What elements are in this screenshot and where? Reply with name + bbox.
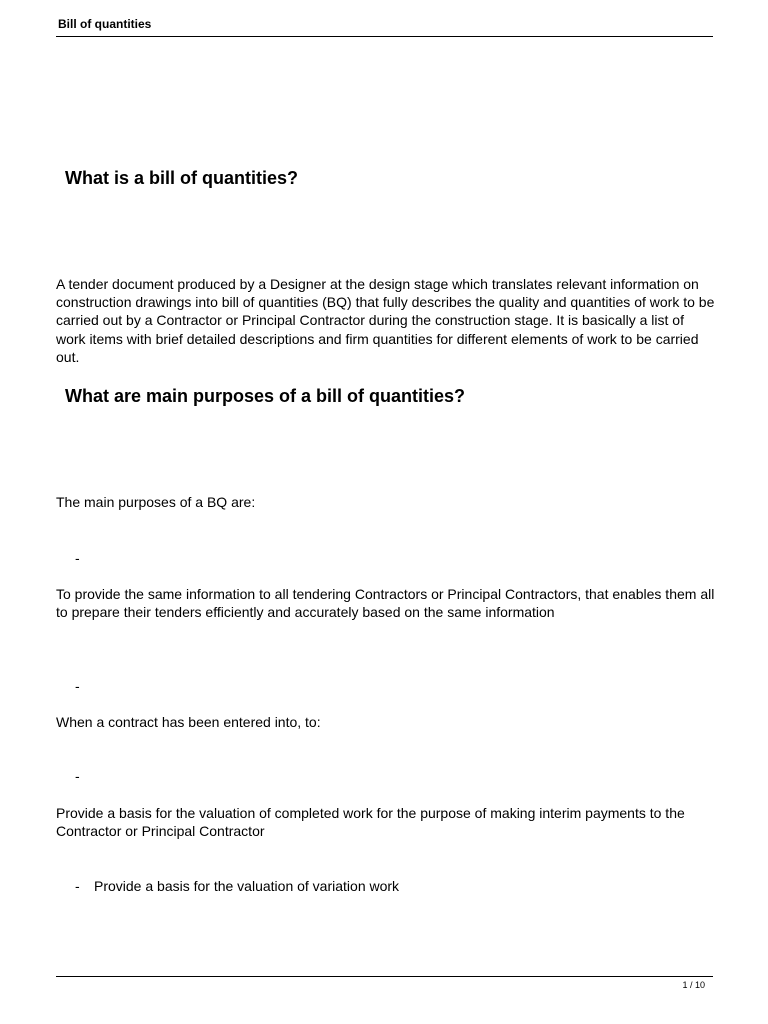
list-item-text: Provide a basis for the valuation of completed work for the purpose of making interim payments to the Contractor or Principal Contractor <box>56 805 685 840</box>
purposes-intro: The main purposes of a BQ are: <box>56 494 256 510</box>
list-item-text: To provide the same information to all tendering Contractors or Principal Contractors, that enables them all to prepare their tenders efficiently and accurately based on the same information <box>56 586 715 621</box>
list-dash: - <box>75 550 80 566</box>
list-item-text: When a contract has been entered into, to: <box>56 714 321 730</box>
document-title: Bill of quantities <box>58 17 152 31</box>
definition-paragraph: A tender document produced by a Designer at the design stage which translates relevant information on construction drawings into bill of quantities (BQ) that fully describes the quality and quantities of work to be carried out by a Contractor or Principal Contractor during the construction stage. It is basically a list of work items with brief detailed descriptions and firm quantities for different elements of work to be carried out. <box>56 276 715 365</box>
list-dash: - <box>75 768 80 784</box>
list-item-text: Provide a basis for the valuation of variation work <box>94 878 400 894</box>
section-heading-definition: What is a bill of quantities? <box>65 168 299 188</box>
page-footer <box>56 976 713 990</box>
list-dash: - <box>75 678 80 694</box>
section-heading-purposes: What are main purposes of a bill of quantities? <box>65 386 466 406</box>
page-header <box>56 14 713 37</box>
list-dash: - <box>75 878 80 894</box>
page-number: 1 / 10 <box>682 980 705 990</box>
